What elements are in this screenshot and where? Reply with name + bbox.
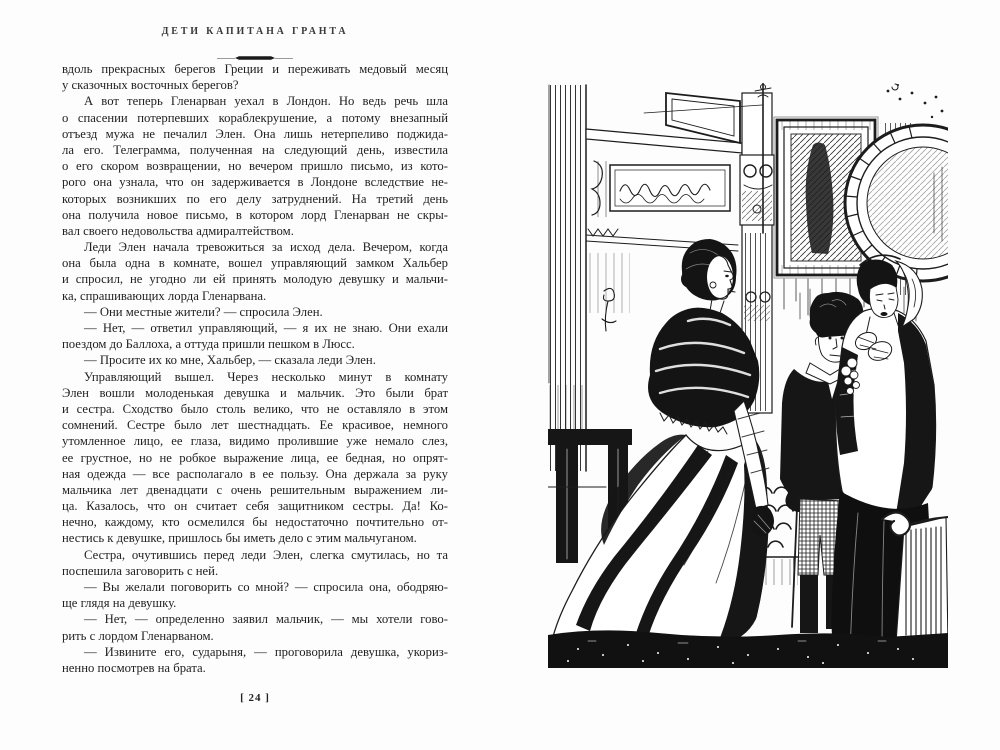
text-line: которых возникших по его делу затруднений. На третий день <box>62 191 448 206</box>
text-line: она получила новое письмо, в котором лорд Гленарван не скры- <box>62 207 448 222</box>
text-line: — Извините его, сударыня, — проговорила девушка, укориз- <box>84 644 448 659</box>
text-line: Управляющий вышел. Через несколько минут в комнату <box>84 369 448 384</box>
text-line: рого она узнала, что он задерживается в Лондоне вследствие не- <box>62 175 448 190</box>
text-line: отъезд мужа не печалил Элен. Она лишь нетерпеливо поджида- <box>62 126 448 141</box>
running-title: ДЕТИ КАПИТАНА ГРАНТА <box>161 26 349 37</box>
ink-dots <box>887 84 944 118</box>
text-line: мальчика лет двенадцати с очень решительным выражением ли- <box>62 482 448 497</box>
text-line: и спросил, не угодно ли ей принять молодую девушку и мальчи- <box>62 272 448 287</box>
text-line: Элен вошли молоденькая девушка и мальчик. Это были брат <box>62 385 448 400</box>
text-line: нестись к девушке, пришлось бы иметь дело с этим мальчуганом. <box>62 531 417 546</box>
text-line: ще глядя на девушку. <box>62 596 177 611</box>
text-line: поспешила заговорить с ней. <box>62 563 219 578</box>
text-line: — Вы желали поговорить со мной? — спросила она, ободряю- <box>84 580 448 594</box>
text-line: она была одна в комнате, вошел управляющий замком Хальбер <box>62 256 448 271</box>
text-line: Сестра, очутившись перед леди Элен, слегка смутилась, но та <box>84 547 448 562</box>
text-line: поездом до Баллоха, а оттуда пришли пешком в Люсс. <box>62 337 355 352</box>
text-line: ца. Казалось, что он считает себя защитником сестры. Да! Ко- <box>62 499 448 514</box>
text-block <box>62 61 448 676</box>
right-page <box>548 83 948 668</box>
text-line: сомнений. Сестре было лет шестнадцать. Ее красивое, немного <box>62 418 448 433</box>
divider-lens <box>235 56 275 59</box>
text-line: — Нет, — ответил управляющий, — я их не знаю. Они ехали <box>84 321 448 335</box>
text-line: ная одежда — все располагало в ее пользу. Она держала за руку <box>62 466 448 481</box>
text-line: А вот теперь Гленарван уехал в Лондон. Но ведь речь шла <box>84 94 448 109</box>
text-line: о спасении потерпевших кораблекрушение, а потому внезапный <box>62 110 448 125</box>
text-line: о его скором возвращении, но вечером пришло письмо, из кото- <box>62 159 448 174</box>
title-divider <box>217 56 293 60</box>
text-line: и сестра. Сходство было столь велико, что не оставляло в этом <box>62 401 448 416</box>
text-line: у сказочных восточных берегов? <box>62 78 239 93</box>
divider-rule-right <box>275 58 293 59</box>
divider-rule-left <box>217 58 235 59</box>
text-line: ла его. Телеграмма, полученная на следующий день, известила <box>62 142 448 157</box>
text-line: рить с лордом Гленарваном. <box>62 628 214 643</box>
text-line: нечно, каждому, кто осмелился бы недостаточно почтительно от- <box>62 515 448 530</box>
page-number: [ 24 ] <box>240 692 270 704</box>
text-line: ка, спрашивающих лорда Гленарвана. <box>62 288 267 303</box>
text-line: Леди Элен начала тревожиться за исход дела. Вечером, когда <box>84 240 448 255</box>
illustration-ink-drawing <box>548 83 948 668</box>
text-line: — Они местные жители? — спросила Элен. <box>84 304 323 319</box>
text-line: ненно посмотрев на брата. <box>62 660 206 675</box>
text-line: — Просите их ко мне, Хальбер, — сказала леди Элен. <box>84 353 376 368</box>
text-line: вдоль прекрасных берегов Греции и переживать медовый месяц <box>62 62 448 76</box>
text-line: — Нет, — определенно заявил мальчик, — мы хотели гово- <box>84 612 448 627</box>
text-line: вал своего недовольства адмиралтейством. <box>62 223 294 238</box>
text-line: утомленное лицо, ее глаза, видимо пролившие уже немало слез, <box>62 434 448 449</box>
text-line: ее грустное, но не робкое выражение лица, ее бедная, но опрят- <box>62 450 448 465</box>
